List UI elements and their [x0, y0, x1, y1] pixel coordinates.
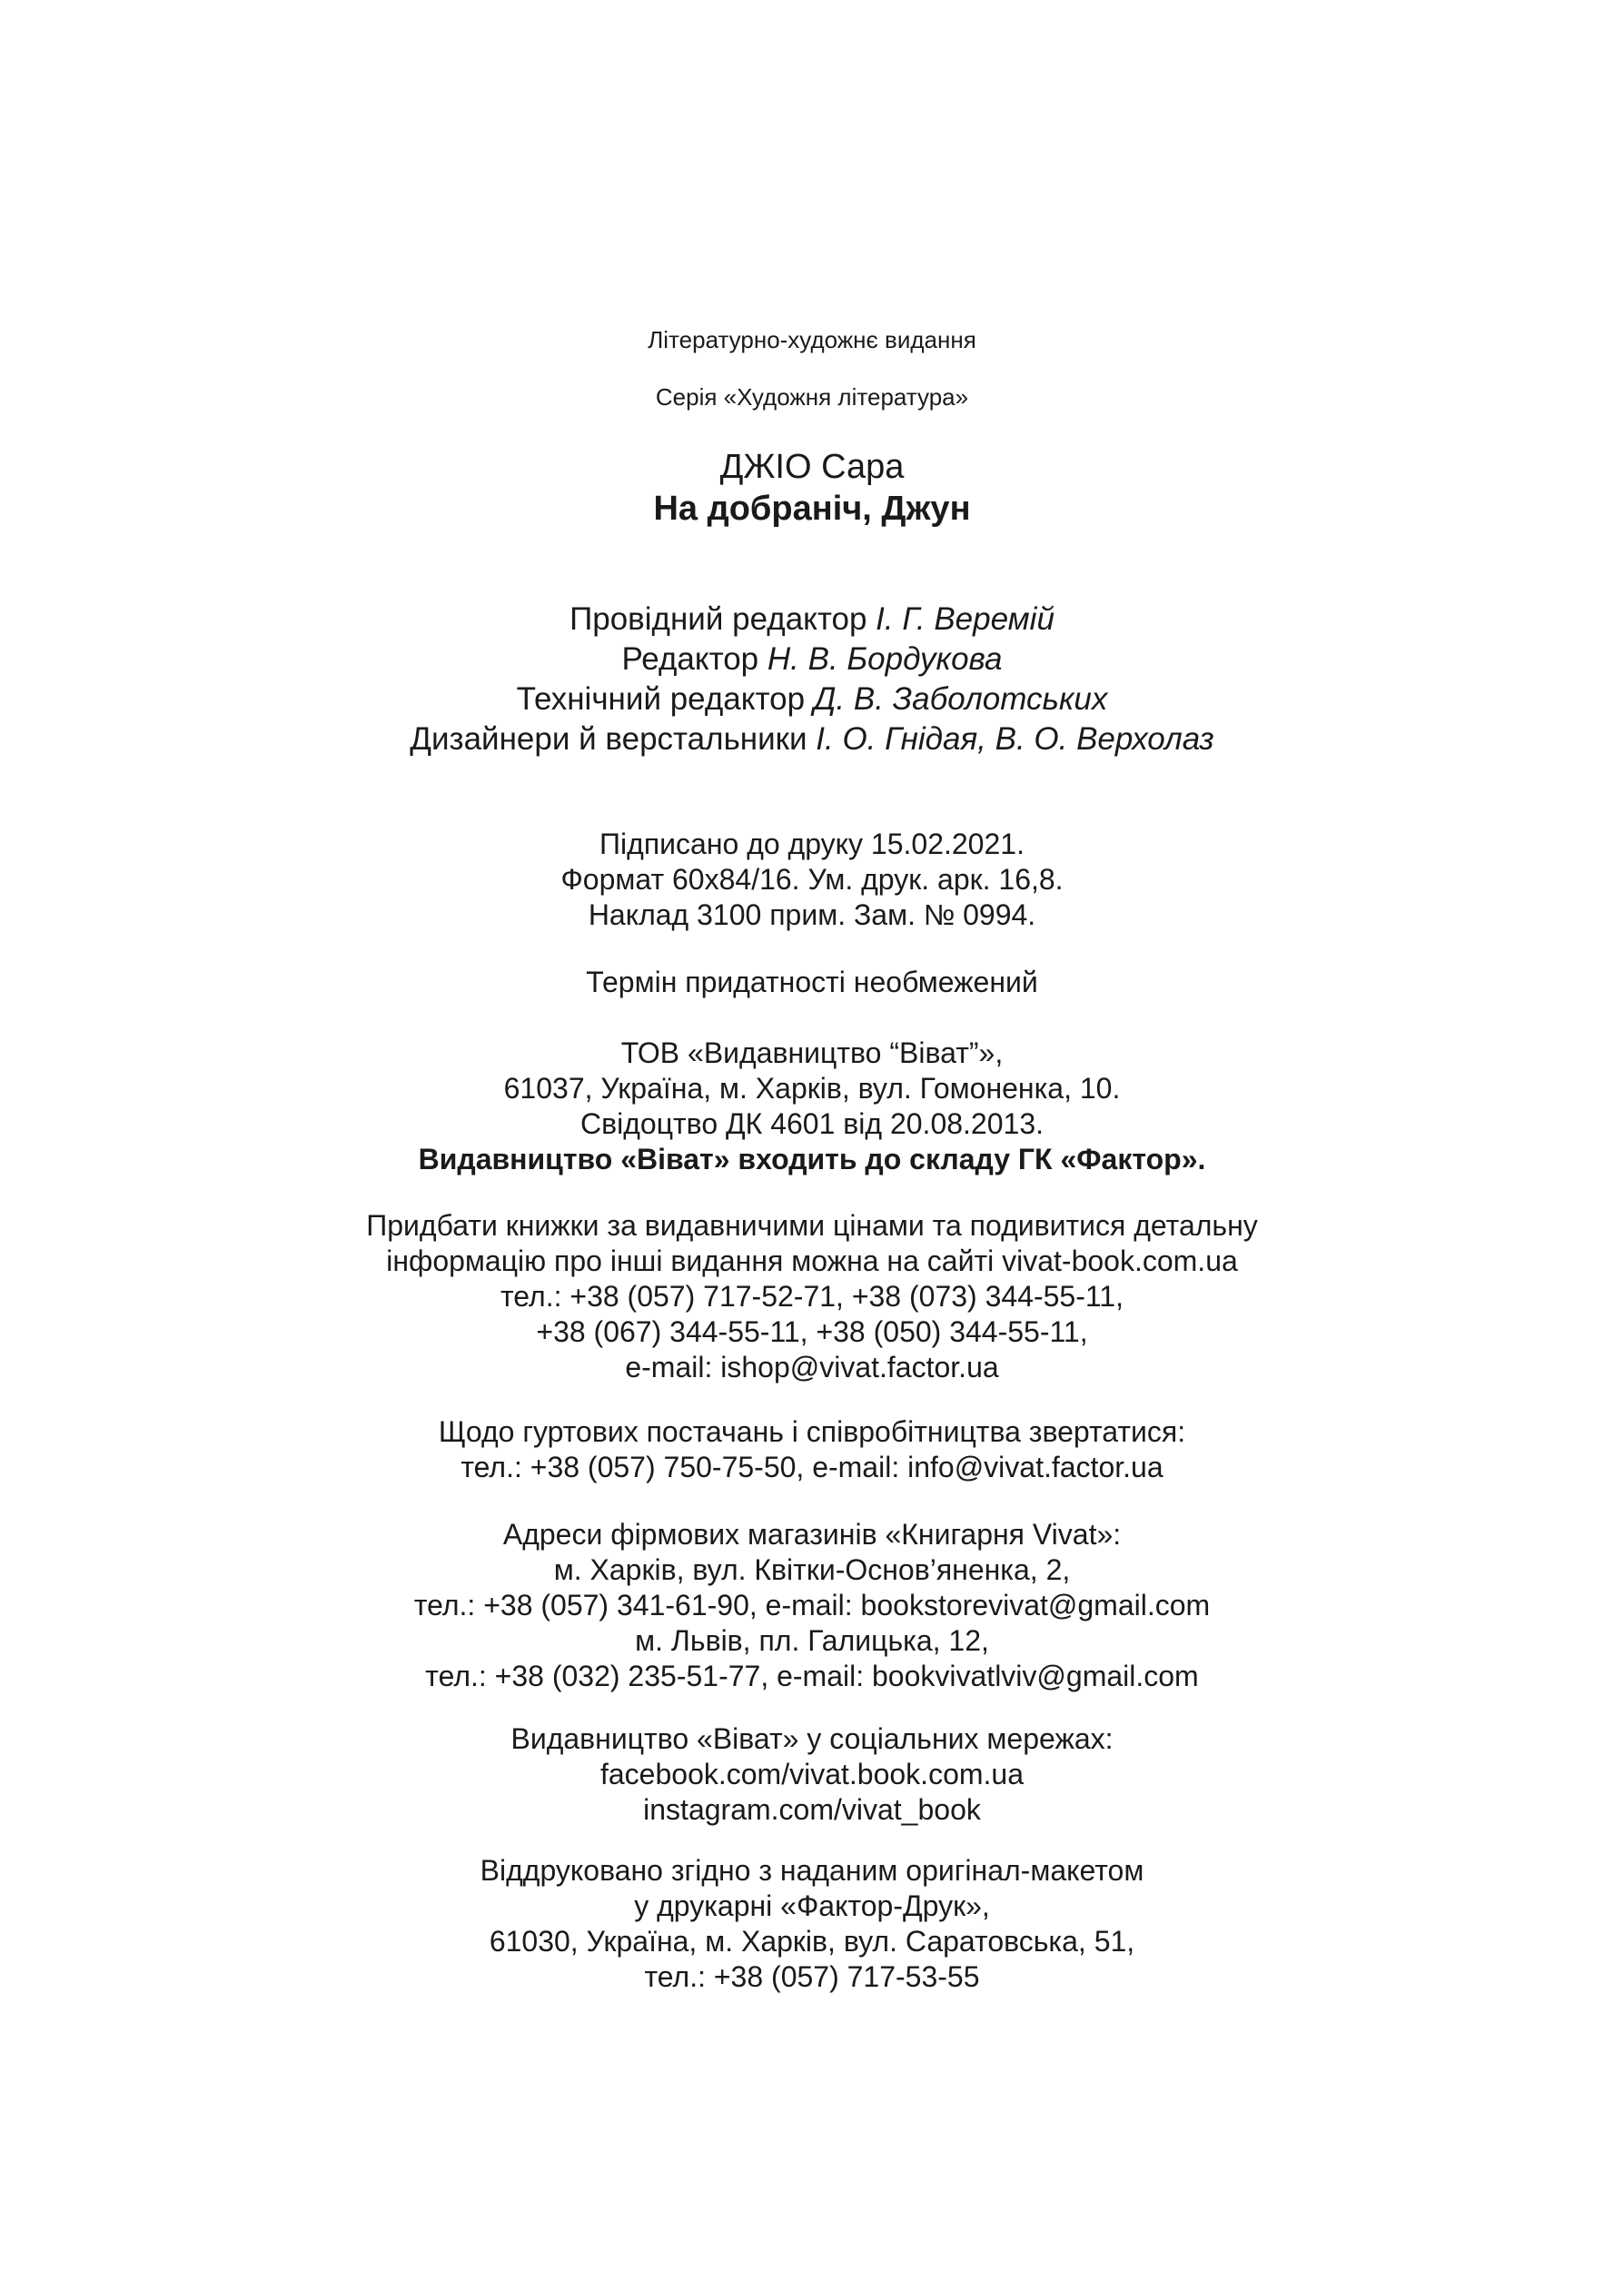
publisher-block: ТОВ «Видавництво “Віват”», 61037, Україна, м. Харків, вул. Гомоненка, 10. Свідоцтво ДК 4601 від 20.08.2013. Видавництво «Віват» входить до складу ГК «Фактор». — [0, 1036, 1624, 1177]
book-title: На добраніч, Джун — [653, 490, 971, 528]
shelf-life-line: Термін придатності необмежений — [586, 966, 1038, 998]
printing-block: Віддруковано згідно з наданим оригінал-макетом у друкарні «Фактор-Друк», 61030, Україна, м. Харків, вул. Саратовська, 51, тел.: +38 (057) 717-53-55 — [480, 1854, 1144, 1993]
author-name: ДЖІО Сара — [719, 448, 905, 486]
book-heading — [0, 446, 1624, 530]
credits-block — [0, 600, 1624, 759]
series-line: Серія «Художня література» — [655, 383, 969, 411]
stores-block: Адреси фірмових магазинів «Книгарня Vivat»: м. Харків, вул. Квітки-Основ’яненка, 2, тел.: +38 (057) 341-61-90, e-mail: bookstorevivat@gmail.com м. Львів, пл. Галицька, 12, тел.: +38 (032) 235-51-77, e-mail: bookvivatlviv@gmail.com — [413, 1518, 1211, 1692]
genre-line: Літературно-художнє видання — [648, 326, 976, 353]
credit-line: Технічний редактор Д. В. Заболотських — [516, 681, 1108, 717]
publisher-group-line: Видавництво «Віват» входить до складу ГК «Фактор». — [418, 1143, 1206, 1175]
credit-line: Дизайнери й верстальники І. О. Гнідая, В. О. Верхолаз — [410, 721, 1214, 757]
social-block: Видавництво «Віват» у соціальних мережах: facebook.com/vivat.book.com.ua instagram.com/vivat_book — [510, 1722, 1114, 1826]
print-info-block: Підписано до друку 15.02.2021. Формат 60х84/16. Ум. друк. арк. 16,8. Наклад 3100 прим. Зам. № 0994. — [560, 828, 1064, 931]
wholesale-block: Щодо гуртових постачань і співробітництва звертатися: тел.: +38 (057) 750-75-50, e-mail: info@vivat.factor.ua — [438, 1415, 1186, 1483]
credit-line: Редактор Н. В. Бордукова — [621, 641, 1003, 677]
credit-line: Провідний редактор І. Г. Веремій — [569, 601, 1055, 637]
shop-info-block: Придбати книжки за видавничими цінами та подивитися детальну інформацію про інші видання можна на сайті vivat-book.com.ua тел.: +38 (057) 717-52-71, +38 (073) 344-55-11, +38 (067) 344-55-11, +38 (050) 344-55-11, e-mail: ishop@vivat.factor.ua — [366, 1209, 1258, 1383]
